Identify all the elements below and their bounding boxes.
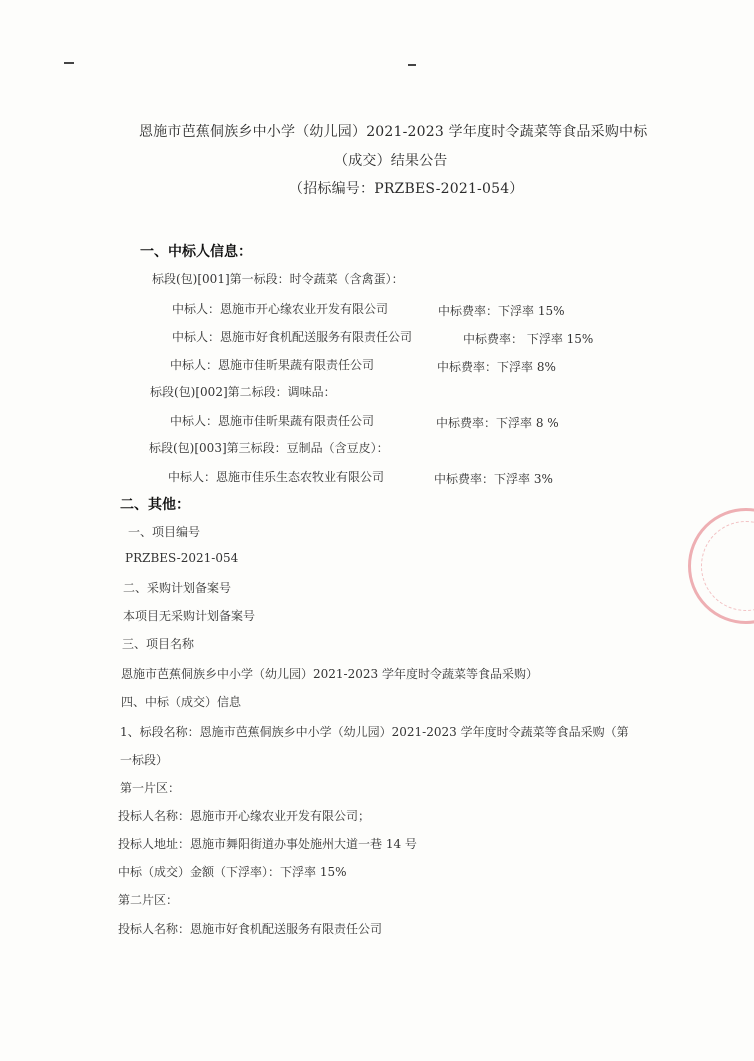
winner-rate: 中标费率：下浮率 15% bbox=[438, 304, 565, 318]
winner-rate: 中标费率：下浮率 8% bbox=[437, 360, 556, 374]
subheading-award-info: 四、中标（成交）信息 bbox=[121, 695, 242, 709]
bidder-address: 投标人地址：恩施市舞阳街道办事处施州大道一巷 14 号 bbox=[118, 837, 417, 851]
lot-label: 标段(包)[003]第三标段：豆制品（含豆皮）： bbox=[149, 441, 389, 455]
section1-heading: 一、中标人信息： bbox=[140, 244, 252, 260]
winner-rate: 中标费率： 下浮率 15% bbox=[463, 332, 594, 346]
plan-number-text: 本项目无采购计划备案号 bbox=[123, 609, 256, 623]
area-label: 第一片区： bbox=[120, 781, 181, 795]
tender-number: （招标编号：PRZBES-2021-054） bbox=[289, 181, 524, 197]
scan-mark bbox=[408, 64, 416, 66]
document-title-line1: 恩施市芭蕉侗族乡中小学（幼儿园）2021-2023 学年度时令蔬菜等食品采购中标 bbox=[139, 124, 648, 140]
winner-name: 中标人：恩施市佳昕果蔬有限责任公司 bbox=[170, 414, 375, 428]
bidder-name: 投标人名称：恩施市好食机配送服务有限责任公司 bbox=[118, 922, 383, 936]
award-amount: 中标（成交）金额（下浮率）：下浮率 15% bbox=[118, 865, 347, 879]
lot-name-line: 1、标段名称：恩施市芭蕉侗族乡中小学（幼儿园）2021-2023 学年度时令蔬菜等食品采购（第 bbox=[120, 725, 629, 739]
winner-name: 中标人：恩施市好食机配送服务有限责任公司 bbox=[172, 330, 413, 344]
subheading-plan-number: 二、采购计划备案号 bbox=[123, 581, 232, 595]
subheading-project-name: 三、项目名称 bbox=[122, 637, 195, 651]
document-title-line2: （成交）结果公告 bbox=[334, 153, 448, 169]
official-seal-stamp bbox=[688, 508, 754, 624]
winner-rate: 中标费率：下浮率 3% bbox=[434, 472, 553, 486]
project-number: PRZBES-2021-054 bbox=[125, 551, 239, 565]
section2-heading: 二、其他： bbox=[120, 497, 190, 513]
winner-name: 中标人：恩施市开心缘农业开发有限公司 bbox=[172, 302, 389, 316]
area-label: 第二片区： bbox=[118, 893, 179, 907]
lot-label: 标段(包)[002]第二标段：调味品： bbox=[150, 385, 336, 399]
winner-name: 中标人：恩施市佳乐生态农牧业有限公司 bbox=[168, 470, 385, 484]
bidder-name: 投标人名称：恩施市开心缘农业开发有限公司； bbox=[118, 809, 371, 823]
project-name: 恩施市芭蕉侗族乡中小学（幼儿园）2021-2023 学年度时令蔬菜等食品采购） bbox=[121, 667, 538, 681]
winner-rate: 中标费率：下浮率 8 % bbox=[436, 416, 559, 430]
scan-mark bbox=[64, 62, 74, 64]
winner-name: 中标人：恩施市佳昕果蔬有限责任公司 bbox=[170, 358, 375, 372]
lot-name-line-cont: 一标段） bbox=[120, 753, 169, 767]
subheading-project-number: 一、项目编号 bbox=[128, 525, 201, 539]
lot-label: 标段(包)[001]第一标段：时令蔬菜（含禽蛋）： bbox=[152, 272, 404, 286]
